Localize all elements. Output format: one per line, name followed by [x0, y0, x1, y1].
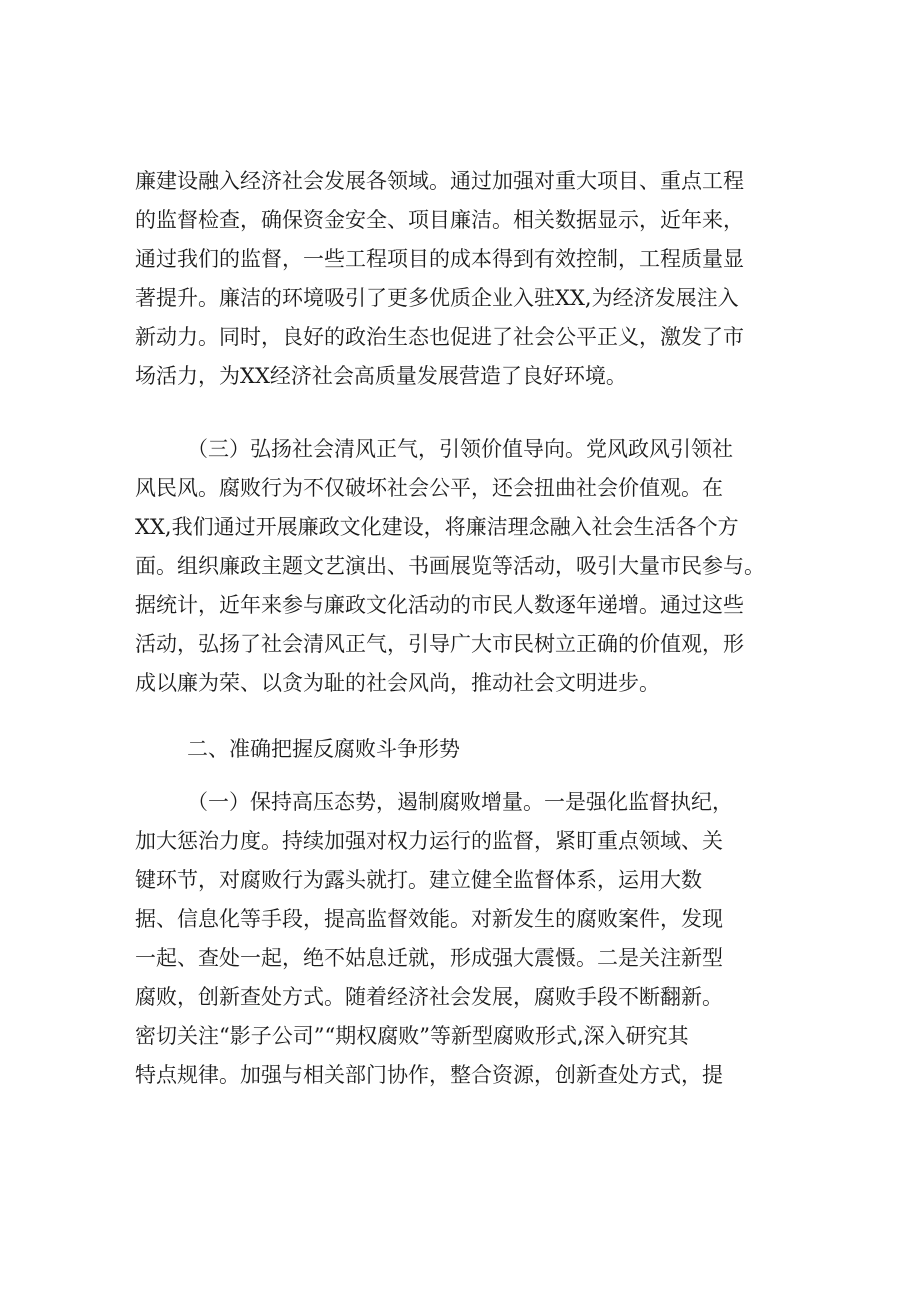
paragraph-high-pressure [135, 783, 795, 1095]
heading-text: 二、准确把握反腐败斗争形势 [187, 737, 460, 761]
text-line: 场活力，为XX经济社会高质量发展营造了良好环境。 [135, 364, 627, 388]
text-line: 键环节，对腐败行为露头就打。建立健全监督体系，运用大数 [135, 868, 702, 892]
paragraph-social-values [135, 430, 795, 703]
text-line: 风民风。腐败行为不仅破坏社会公平，还会扭曲社会价值观。在 [135, 476, 723, 500]
text-line: 加大惩治力度。持续加强对权力运行的监督，紧盯重点领域、关 [135, 829, 723, 853]
text-line: 的监督检查，确保资金安全、项目廉洁。相关数据显示，近年来， [135, 208, 744, 232]
text-line: 特点规律。加强与相关部门协作，整合资源，创新查处方式，提 [135, 1063, 723, 1087]
text-line: 密切关注“影子公司”“期权腐败”等新型腐败形式,深入研究其 [135, 1024, 689, 1048]
text-line: XX,我们通过开展廉政文化建设，将廉洁理念融入社会生活各个方 [135, 515, 739, 539]
text-line: 面。组织廉政主题文艺演出、书画展览等活动，吸引大量市民参与。 [135, 554, 765, 578]
text-line: 新动力。同时，良好的政治生态也促进了社会公平正义，激发了市 [135, 325, 744, 349]
paragraph-economic-development [135, 162, 795, 396]
text-line: 廉建设融入经济社会发展各领域。通过加强对重大项目、重点工程 [135, 169, 744, 193]
text-line: 著提升。廉洁的环境吸引了更多优质企业入驻XX,为经济发展注入 [135, 286, 739, 310]
text-line: 成以廉为荣、以贪为耻的社会风尚，推动社会文明进步。 [135, 671, 660, 695]
text-line: 通过我们的监督，一些工程项目的成本得到有效控制，工程质量显 [135, 247, 744, 271]
text-line: 一起、查处一起，绝不姑息迁就，形成强大震慑。二是关注新型 [135, 946, 723, 970]
text-line: 据、信息化等手段，提高监督效能。对新发生的腐败案件，发现 [135, 907, 723, 931]
text-line: 腐败，创新查处方式。随着经济社会发展，腐败手段不断翻新。 [135, 985, 723, 1009]
section-heading [135, 730, 795, 769]
text-line: （一）保持高压态势，遏制腐败增量。一是强化监督执纪， [187, 790, 733, 814]
text-line: 活动，弘扬了社会清风正气，引导广大市民树立正确的价值观，形 [135, 632, 744, 656]
text-line: （三）弘扬社会清风正气，引领价值导向。党风政风引领社 [187, 437, 733, 461]
text-line: 据统计，近年来参与廉政文化活动的市民人数逐年递增。通过这些 [135, 593, 744, 617]
